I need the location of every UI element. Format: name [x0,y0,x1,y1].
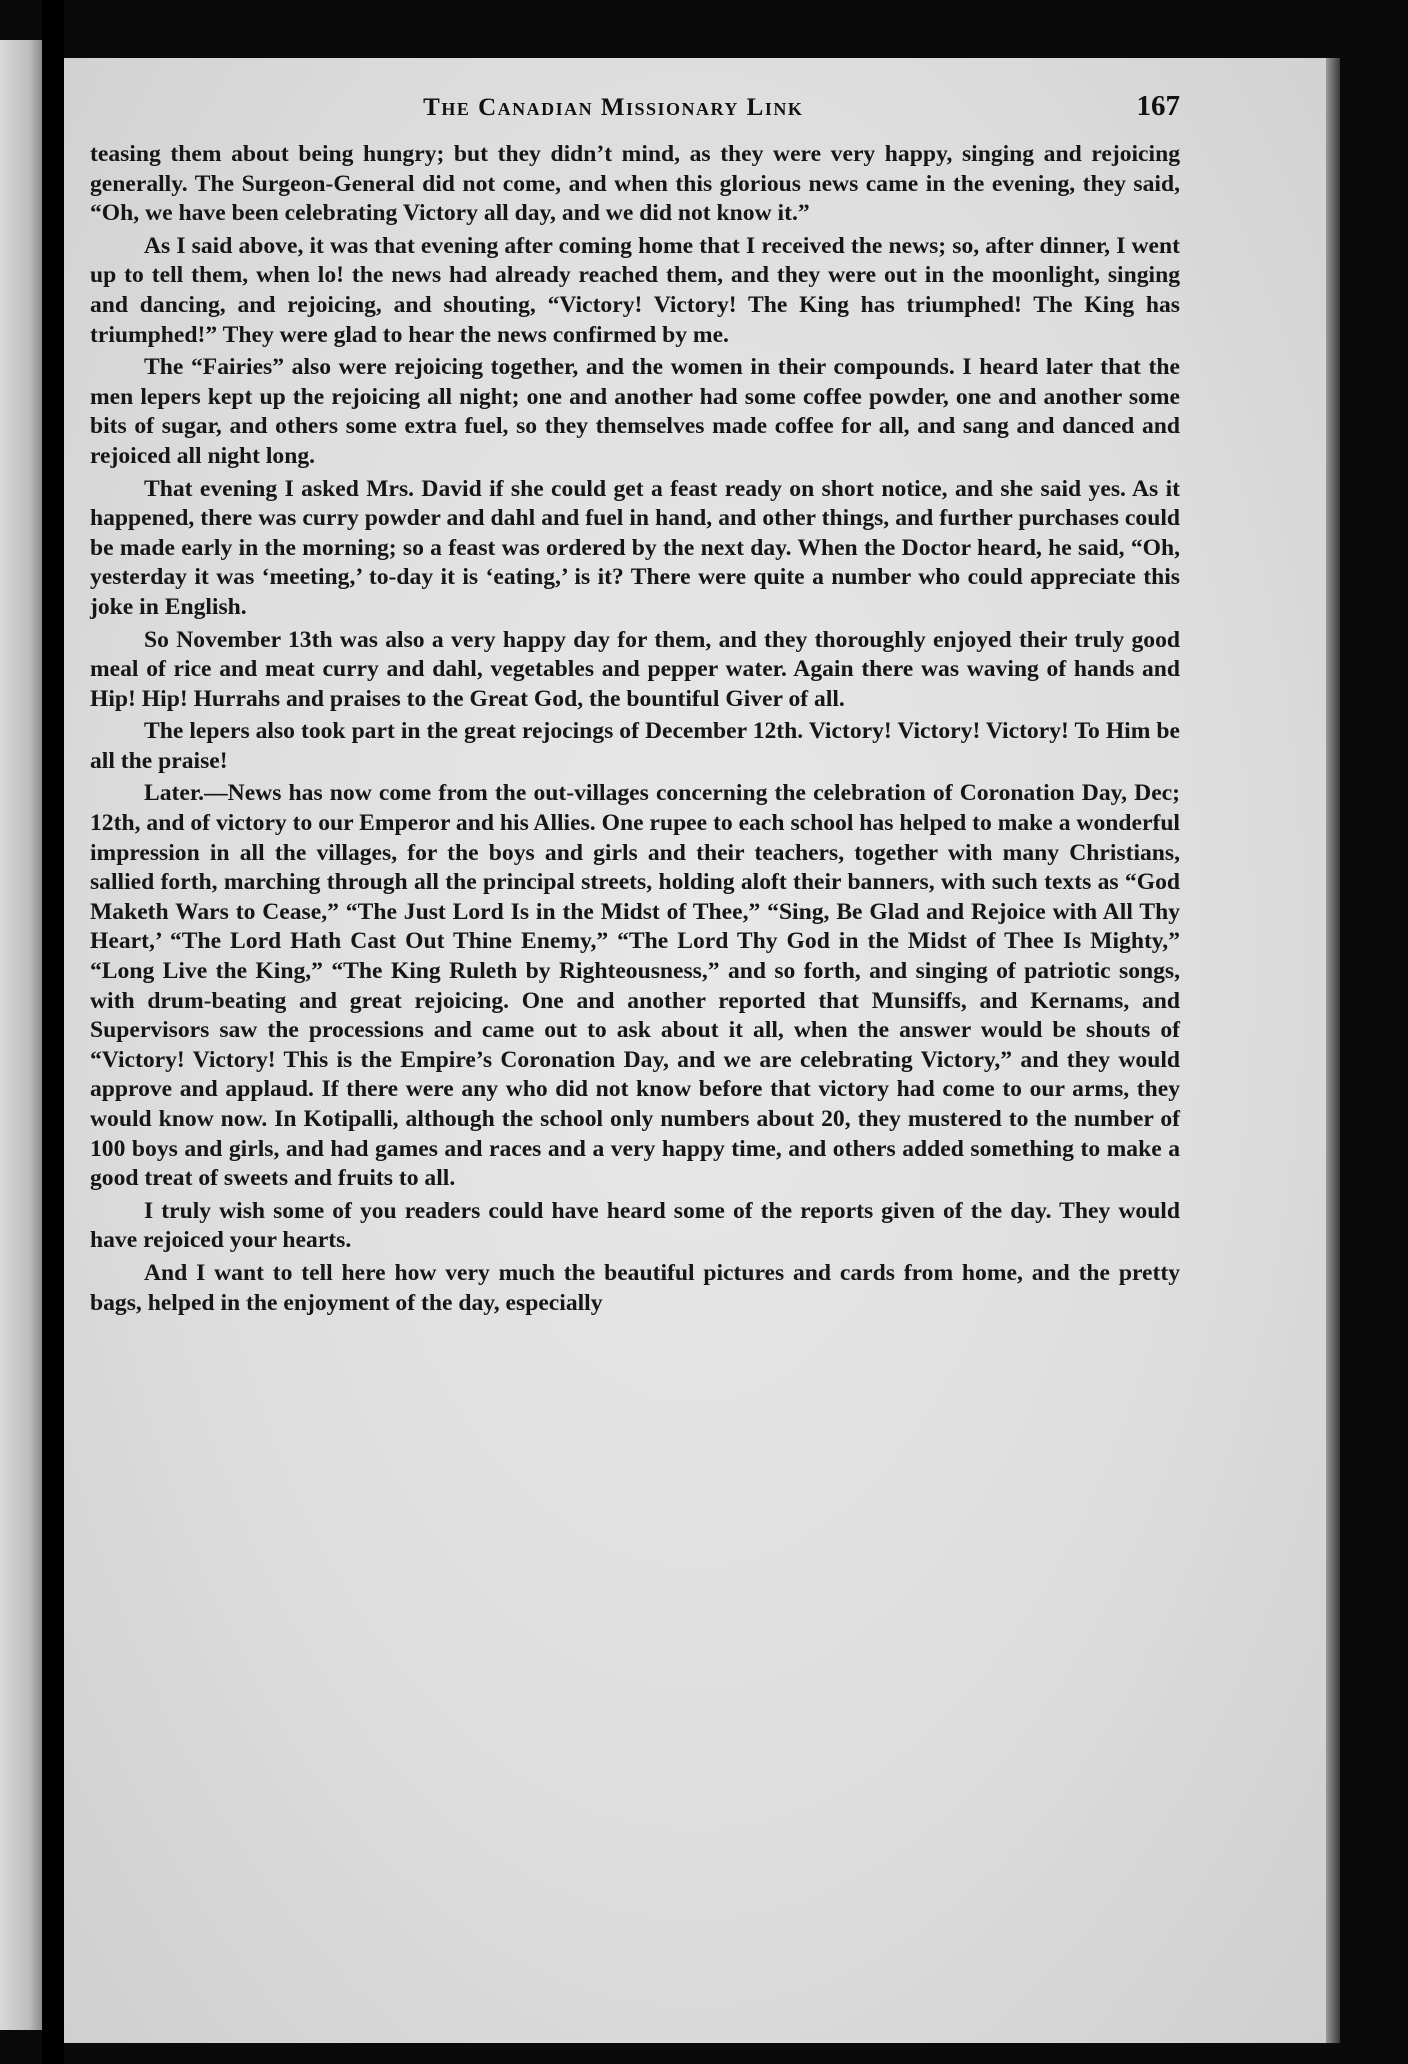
page-number: 167 [1136,90,1180,122]
paragraph: I truly wish some of you readers could have heard some of the reports given of the day. They would have rejoiced your hearts. [90,1197,1180,1254]
article-body [90,140,1180,1321]
paragraph: So November 13th was also a very happy day for them, and they thoroughly enjoyed their truly good meal of rice and meat curry and dahl, vegetables and pepper water. Again there was waving of hands and Hip! Hip! Hurrahs and praises to the Great God, the bountiful Giver of all. [90,626,1180,712]
paragraph: Later.—News has now come from the out-villages concerning the celebration of Coronation Day, Dec; 12th, and of victory to our Emperor and his Allies. One rupee to each school has helped to make a wonderful impression in all the villages, for the boys and girls and their teachers, together with many Christians, sallied forth, marching through all the principal streets, holding aloft their banners, with such texts as “God Maketh Wars to Cease,” “The Just Lord Is in the Midst of Thee,” “Sing, Be Glad and Rejoice with All Thy Heart,’ “The Lord Hath Cast Out Thine Enemy,” “The Lord Thy God in the Midst of Thee Is Mighty,” “Long Live the King,” “The King Ruleth by Righteousness,” and so forth, and singing of patriotic songs, with drum-beating and great rejoicing. One and another reported that Munsiffs, and Kernams, and Supervisors saw the processions and came out to ask about it all, when the answer would be shouts of “Victory! Victory! This is the Empire’s Coronation Day, and we are celebrating Victory,” and they would approve and applaud. If there were any who did not know before that victory had come to our arms, they would know now. In Kotipalli, although the school only numbers about 20, they mustered to the number of 100 boys and girls, and had games and races and a very happy time, and others added something to make a good treat of sweets and fruits to all. [90,780,1180,1192]
page-right-edge [1326,58,1340,2043]
paragraph: teasing them about being hungry; but they didn’t mind, as they were very happy, singing and rejoicing generally. The Surgeon-General did not come, and when this glorious news came in the evening, they said, “Oh, we have been celebrating Victory all day, and we did not know it.” [90,141,1180,227]
facing-page-edge [0,40,42,2030]
page-header [90,90,1180,130]
paragraph: The “Fairies” also were rejoicing together, and the women in their compounds. I heard later that the men lepers kept up the rejoicing all night; one and another had some coffee powder, one and another some bits of sugar, and others some extra fuel, so they themselves made coffee for all, and sang and danced and rejoiced all night long. [90,354,1180,469]
paragraph: And I want to tell here how very much the beautiful pictures and cards from home, and the pretty bags, helped in the enjoyment of the day, especially [90,1259,1180,1316]
running-head: The Canadian Missionary Link [423,94,804,121]
paragraph: That evening I asked Mrs. David if she could get a feast ready on short notice, and she said yes. As it happened, there was curry powder and dahl and fuel in hand, and other things, and further purchases could be made early in the morning; so a feast was ordered by the next day. When the Doctor heard, he said, “Oh, yesterday it was ‘meeting,’ to-day it is ‘eating,’ is it? There were quite a number who could appreciate this joke in English. [90,475,1180,620]
binding-gutter [42,0,64,2064]
paragraph: As I said above, it was that evening after coming home that I received the news; so, after dinner, I went up to tell them, when lo! the news had already reached them, and they were out in the moonlight, singing and dancing, and rejoicing, and shouting, “Victory! Victory! The King has triumphed! The King has triumphed!” They were glad to hear the news confirmed by me. [90,232,1180,348]
paragraph: The lepers also took part in the great rejocings of December 12th. Victory! Victory! Victory! To Him be all the praise! [90,718,1180,774]
